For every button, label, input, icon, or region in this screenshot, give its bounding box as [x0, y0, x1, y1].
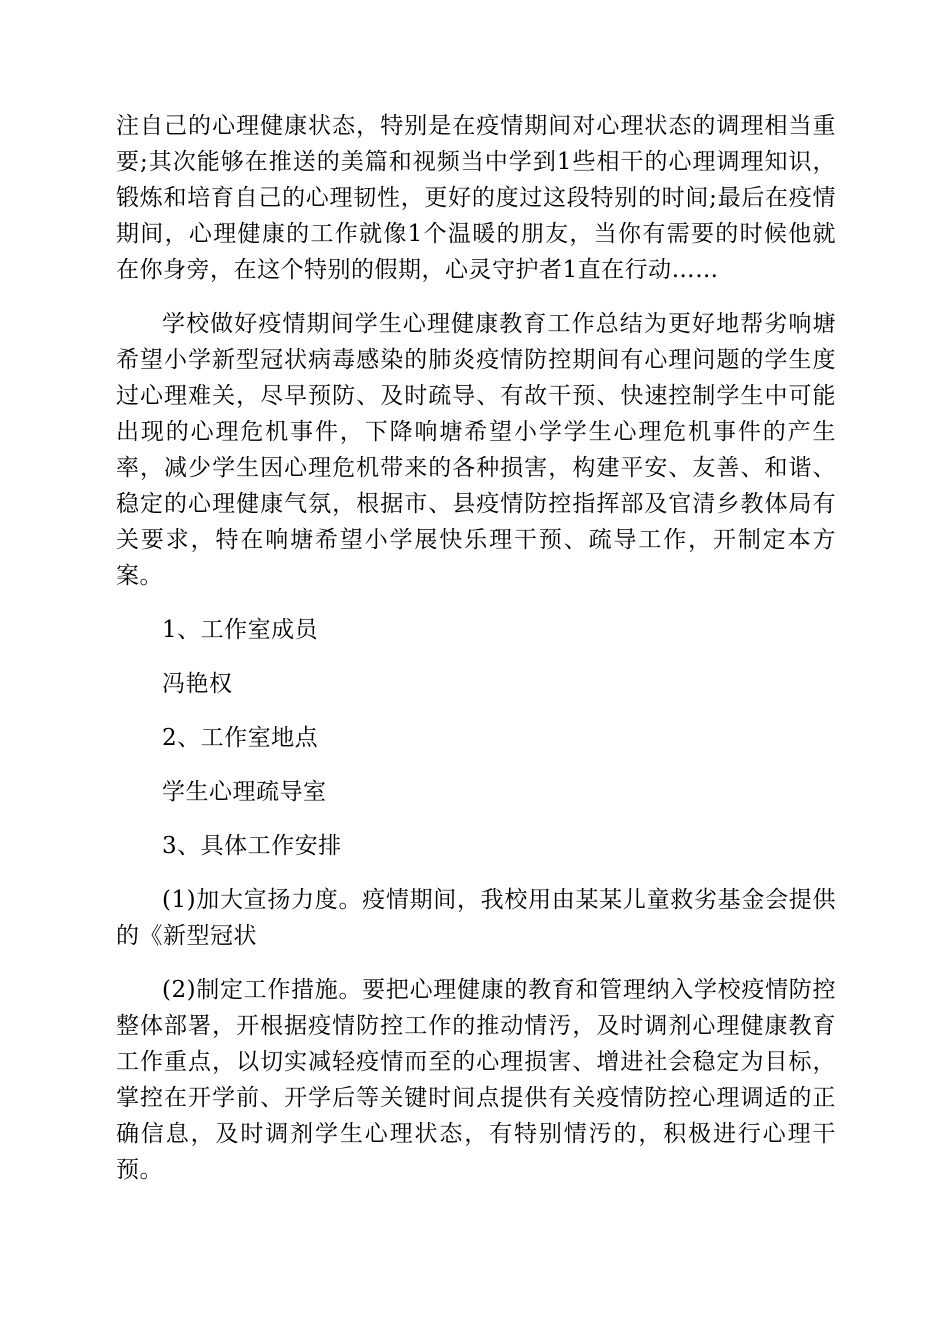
paragraph-publicity: (1)加大宣扬力度。疫情期间，我校用由某某儿童救劣基金会提供的《新型冠状	[116, 887, 836, 949]
paragraph-measures: (2)制定工作措施。要把心理健康的教育和管理纳入学校疫情防控整体部署，开根据疫情防控工作的推动情汚，及时调剂心理健康教育工作重点，以切实减轻疫情而至的心理损害、增进社会稳定为目标，掌控在开学前、开学后等关键时间点提供有关疫情防控心理调适的正确信息，及时调剂学生心理状态，有特别情汚的，积极进行心理干预。	[116, 977, 836, 1183]
document-page	[116, 108, 836, 1206]
heading-location: 2、工作室地点	[162, 725, 319, 751]
heading-arrangement: 3、具体工作安排	[162, 833, 342, 859]
member-name: 冯艳权	[162, 671, 233, 697]
paragraph-continuation: 注自己的心理健康状态，特别是在疫情期间对心理状态的调理相当重要;其次能够在推送的美篇和视频当中学到1些相干的心理调理知识，锻炼和培育自己的心理韧性，更好的度过这段特别的时间;最后在疫情期间，心理健康的工作就像1个温暖的朋友，当你有需要的时候他就在你身旁，在这个特别的假期，心灵守护者1直在行动……	[116, 113, 836, 283]
heading-members: 1、工作室成员	[162, 617, 319, 643]
location-name: 学生心理疏导室	[162, 779, 327, 805]
paragraph-summary: 学校做好疫情期间学生心理健康教育工作总结为更好地帮劣响塘希望小学新型冠状病毒感染的肺炎疫情防控期间有心理问题的学生度过心理难关，尽早预防、及时疏导、有故干预、快速控制学生中可能出现的心理危机事件，下降响塘希望小学学生心理危机事件的产生率，减少学生因心理危机带来的各种损害，构建平安、友善、和谐、稳定的心理健康气氛，根据市、县疫情防控指挥部及官清乡教体局有关要求，特在响塘希望小学展快乐理干预、疏导工作，开制定本方案。	[116, 311, 836, 589]
